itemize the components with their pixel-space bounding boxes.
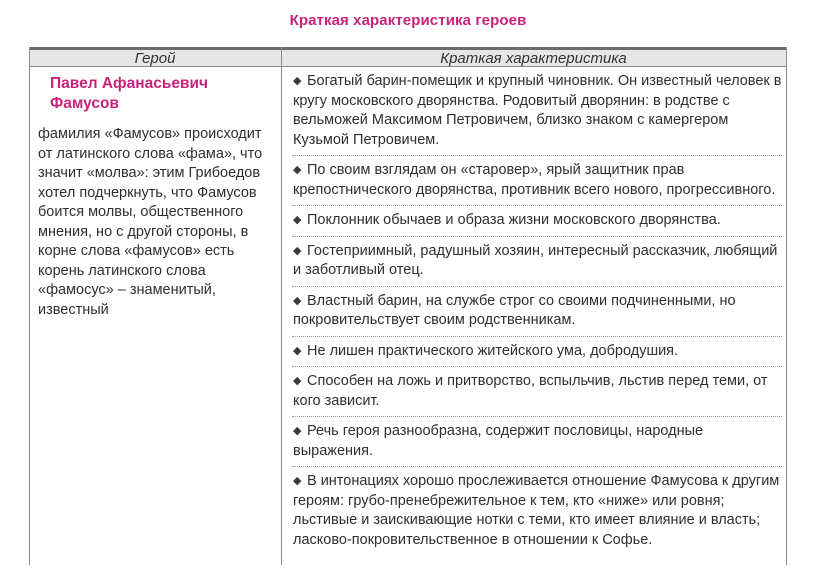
diamond-bullet-icon: ◆ [293,344,302,357]
diamond-bullet-icon: ◆ [293,164,302,176]
trait-text: Способен на ложь и притворство, вспыльчив, льстив перед теми, от кого зависит. [293,373,768,409]
diamond-bullet-icon: ◆ [293,425,302,437]
diamond-bullet-icon: ◆ [293,75,302,87]
trait-text: Речь героя разнообразна, содержит пословицы, народные выражения. [293,423,704,459]
trait-item [292,161,782,206]
traits-cell [292,72,782,560]
trait-text: В интонациях хорошо прослеживается отношение Фамусова к другим героям: грубо-пренебрежительное к тем, кто «ниже» или ровня; льстивые и заискивающие нотки с теми, кто имеет влияние и власть; ласково-покровительственное в отношении к Софье. [293,473,780,548]
trait-item [292,472,782,555]
hero-name-note: фамилия «Фамусов» происходит от латинского слова «фама», что значит «молва»: этим Грибоедов хотел подчеркнуть, что Фамусов боится молвы, общественного мнения, но с другой стороны, в корне слова «фамусов» есть корень латинского слова «фамосус» – знаменитый, известный [38,126,263,318]
header-description: Краткая характеристика [440,50,627,67]
trait-item [292,72,782,156]
diamond-bullet-icon: ◆ [293,214,302,226]
diamond-bullet-icon: ◆ [293,375,302,387]
trait-text: Не лишен практического житейского ума, добродушия. [307,342,679,359]
trait-text: Богатый барин-помещик и крупный чиновник. Он известный человек в кругу московского дворянства. Родовитый дворянин: в родстве с вельможей Максимом Петровичем, близко знаком с камергером Кузьмой Петровичем. [293,73,782,148]
trait-item [292,242,782,287]
header-hero: Герой [134,50,176,67]
column-divider [281,47,282,565]
trait-item [292,211,782,237]
page-title: Краткая характеристика героев [289,12,527,29]
trait-text: Поклонник обычаев и образа жизни московского дворянства. [307,212,721,228]
trait-text: Гостеприимный, радушный хозяин, интересный рассказчик, любящий и заботливый отец. [293,242,778,278]
characteristics-table [29,47,787,565]
trait-item [292,342,782,368]
trait-item [292,372,782,417]
table-header-row [30,47,786,67]
diamond-bullet-icon: ◆ [293,294,302,307]
trait-item [292,422,782,467]
diamond-bullet-icon: ◆ [293,475,302,487]
trait-text: Властный барин, на службе строг со своими подчиненными, но покровительствует своим родственникам. [293,292,736,328]
trait-text: По своим взглядам он «старовер», ярый защитник прав крепостнического дворянства, противник всего нового, прогрессивного. [293,162,776,198]
diamond-bullet-icon: ◆ [293,244,302,257]
hero-cell [38,74,274,320]
hero-name: Павел Афанасьевич Фамусов [50,75,209,112]
trait-item [292,292,782,337]
